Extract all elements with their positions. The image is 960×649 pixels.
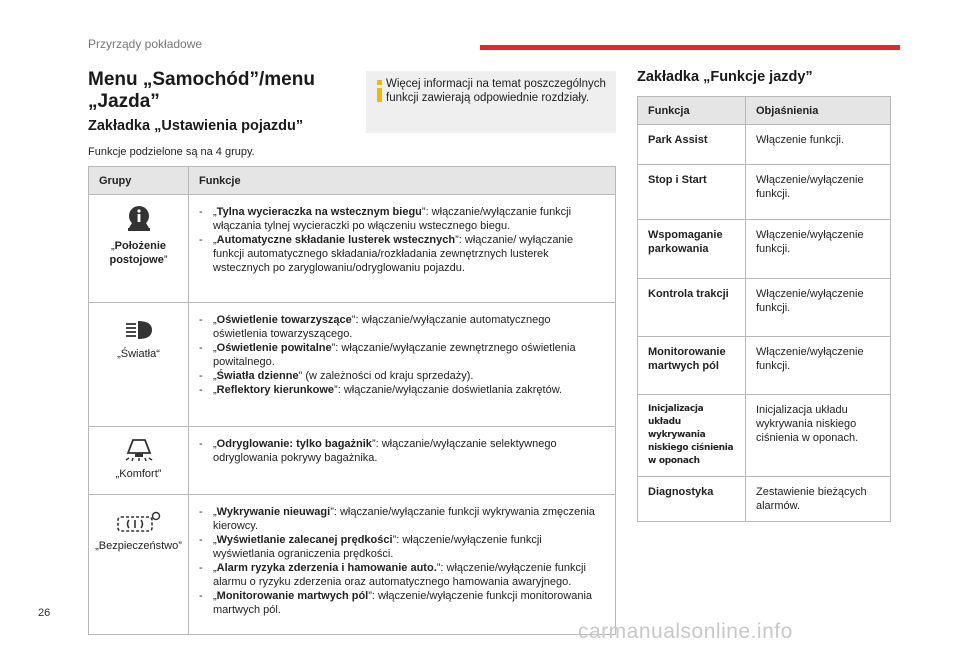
function-item: - „Odryglowanie: tylko bagażnik”: włączanie/wyłączanie selektywnego odryglowania pokrywy bagażnika. bbox=[199, 438, 557, 464]
group-cell bbox=[89, 303, 189, 427]
function-item: - „Wyświetlanie zalecanej prędkości”: włączenie/wyłączenie funkcji wyświetlania ograniczenia prędkości. bbox=[199, 534, 542, 560]
function-item: - „Automatyczne składanie lusterek wstecznych”: włączanie/ wyłączanie funkcji automatycznego składania/rozkładania zewnętrznych lusterek wstecznych po zaryglowaniu/odryglowaniu pojazdu. bbox=[199, 234, 574, 274]
driving-functions-table bbox=[637, 96, 891, 522]
function-item: - „Oświetlenie powitalne”: włączanie/wyłączanie zewnętrznego oświetlenia powitalnego. bbox=[199, 342, 576, 368]
table-row bbox=[89, 495, 616, 635]
explanation-cell: Zestawienie bieżących alarmów. bbox=[746, 477, 891, 522]
car-info-icon bbox=[124, 205, 154, 233]
section-header-title: Przyrządy pokładowe bbox=[88, 37, 203, 51]
function-name-cell: Monitorowanie martwych pól bbox=[638, 337, 746, 395]
page-number: 26 bbox=[38, 607, 51, 619]
function-item: - „Światła dzienne” (w zależności od kraju sprzedaży). bbox=[199, 370, 474, 382]
functions-cell bbox=[189, 195, 616, 303]
table-row bbox=[89, 195, 616, 303]
table-row bbox=[638, 279, 891, 337]
function-item: - „Monitorowanie martwych pól”: włączenie/wyłączenie funkcji monitorowania martwych pól. bbox=[199, 590, 593, 616]
ceiling-light-icon bbox=[123, 437, 155, 461]
function-item: - „Alarm ryzyka zderzenia i hamowanie auto.”: włączenie/wyłączenie funkcji alarmu o ryzyku zderzenia oraz automatycznego hamowania awaryjnego. bbox=[199, 562, 586, 588]
table-row bbox=[638, 220, 891, 279]
header-accent-bar bbox=[480, 45, 900, 50]
function-item: - „Wykrywanie nieuwagi”: włączanie/wyłączanie funkcji wykrywania zmęczenia kierowcy. bbox=[199, 506, 595, 532]
info-note-text: Więcej informacji na temat poszczególnych funkcji zawierają odpowiednie rozdziały. bbox=[386, 78, 606, 104]
group-cell bbox=[89, 195, 189, 303]
function-item: - „Tylna wycieraczka na wstecznym biegu”: włączanie/wyłączanie funkcji włączania tylnej wycieraczki po włączeniu wstecznego biegu. bbox=[199, 206, 572, 232]
function-name-cell: Stop i Start bbox=[638, 165, 746, 220]
watermark-text: carmanualsonline.info bbox=[578, 620, 793, 643]
headlight-icon bbox=[124, 319, 154, 341]
group-label: „Położenie postojowe” bbox=[109, 240, 168, 266]
page-title: Menu „Samochód”/menu „Jazda” bbox=[88, 69, 315, 112]
column-header-function: Funkcja bbox=[638, 97, 746, 125]
group-cell bbox=[89, 495, 189, 635]
function-item: - „Reflektory kierunkowe”: włączanie/wyłączanie doświetlania zakrętów. bbox=[199, 384, 563, 396]
table-row bbox=[638, 337, 891, 395]
column-header-groups: Grupy bbox=[89, 167, 189, 195]
safety-gauge-icon bbox=[117, 511, 161, 533]
vehicle-settings-table bbox=[88, 166, 616, 635]
explanation-cell: Włączenie/wyłączenie funkcji. bbox=[746, 165, 891, 220]
table-row bbox=[638, 125, 891, 165]
explanation-cell: Inicjalizacja układu wykrywania niskiego ciśnienia w oponach. bbox=[746, 395, 891, 477]
table-row bbox=[89, 427, 616, 495]
explanation-cell: Włączenie/wyłączenie funkcji. bbox=[746, 220, 891, 279]
functions-cell bbox=[189, 495, 616, 635]
explanation-cell: Włączenie funkcji. bbox=[746, 125, 891, 165]
column-header-functions: Funkcje bbox=[189, 167, 616, 195]
table-row bbox=[89, 303, 616, 427]
table-row bbox=[638, 477, 891, 522]
function-item: - „Oświetlenie towarzyszące”: włączanie/wyłączanie automatycznego oświetlenia towarzyszącego. bbox=[199, 314, 551, 340]
vehicle-settings-subtitle: Zakładka „Ustawienia pojazdu” bbox=[88, 118, 304, 134]
function-name-cell: Diagnostyka bbox=[638, 477, 746, 522]
groups-intro-text: Funkcje podzielone są na 4 grupy. bbox=[88, 146, 255, 158]
group-label: „Komfort” bbox=[115, 468, 162, 480]
table-header-row bbox=[89, 167, 616, 195]
table-row bbox=[638, 165, 891, 220]
function-name-cell: Inicjalizacja układu wykrywania niskiego ciśnienia w oponach bbox=[638, 395, 746, 477]
functions-cell bbox=[189, 303, 616, 427]
driving-functions-subtitle: Zakładka „Funkcje jazdy” bbox=[637, 69, 813, 85]
function-name-cell: Wspomaganie parkowania bbox=[638, 220, 746, 279]
functions-cell bbox=[189, 427, 616, 495]
group-label: „Bezpieczeństwo” bbox=[95, 540, 182, 552]
group-label: „Światła“ bbox=[117, 348, 160, 360]
group-cell bbox=[89, 427, 189, 495]
function-name-cell: Kontrola trakcji bbox=[638, 279, 746, 337]
column-header-explanation: Objaśnienia bbox=[746, 97, 891, 125]
function-name-cell: Park Assist bbox=[638, 125, 746, 165]
explanation-cell: Włączenie/wyłączenie funkcji. bbox=[746, 337, 891, 395]
info-note-box bbox=[366, 71, 616, 133]
explanation-cell: Włączenie/wyłączenie funkcji. bbox=[746, 279, 891, 337]
table-row bbox=[638, 395, 891, 477]
table-header-row bbox=[638, 97, 891, 125]
